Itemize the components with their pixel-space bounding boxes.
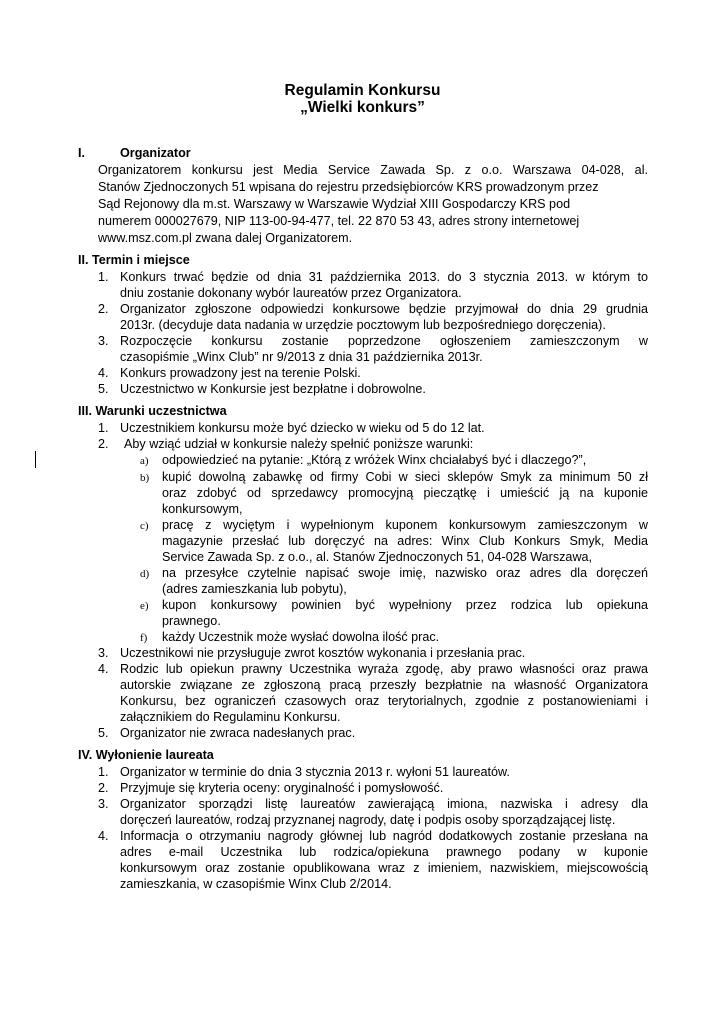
sub-item-text: (adres zamieszkania lub pobytu), — [162, 582, 347, 596]
list-item-text: Rodzic lub opiekun prawny Uczestnika wyraża zgodę, aby prawo własności oraz prawa — [120, 662, 648, 676]
list-item-number: 5. — [98, 382, 109, 396]
sub-item-letter: d) — [140, 568, 150, 580]
list-item-text: Organizator nie zwraca nadesłanych prac. — [120, 726, 356, 740]
list-item-text: czasopiśmie „Winx Club” nr 9/2013 z dnia 31 października 2013r. — [120, 350, 483, 364]
sub-item-letter: a) — [140, 455, 149, 467]
list-item-text: Informacja o otrzymaniu nagrody głównej lub nagród dodatkowych zostanie przesłana na — [120, 829, 648, 843]
list-item-number: 4. — [98, 366, 109, 380]
sub-item-text: Service Zawada Sp. z o.o., al. Stanów Zjednoczonych 51, 04-028 Warszawa, — [162, 550, 593, 564]
list-item-text: Aby wziąć udział w konkursie należy spełnić poniższe warunki: — [124, 437, 474, 451]
sub-item-letter: e) — [140, 600, 149, 612]
sub-item-letter: c) — [140, 520, 149, 532]
document-title: Regulamin Konkursu — [284, 82, 441, 99]
section-1-number: I. — [78, 146, 85, 160]
section-1-text-line: www.msz.com.pl zwana dalej Organizatorem. — [98, 231, 353, 245]
section-3-heading: III. Warunki uczestnictwa — [78, 404, 227, 418]
list-item-number: 2. — [98, 437, 109, 451]
list-item-number: 4. — [98, 662, 109, 676]
sub-item-text: każdy Uczestnik może wysłać dowolna ilość prac. — [162, 630, 440, 644]
list-item-text: doręczeń laureatów, rodzaj przyznanej nagrody, datę i podpis osoby sporządzającej listę. — [120, 813, 616, 827]
list-item-number: 3. — [98, 797, 109, 811]
list-item-text: adres e-mail Uczestnika lub rodzica/opiekuna prawnego podany w kuponie — [120, 845, 648, 859]
list-item-number: 1. — [98, 765, 109, 779]
list-item-text: Organizator zgłoszone odpowiedzi konkursowe będzie przyjmował do dnia 29 grudnia — [120, 302, 648, 316]
list-item-number: 5. — [98, 726, 109, 740]
list-item-text: Organizator w terminie do dnia 3 stycznia 2013 r. wyłoni 51 laureatów. — [120, 765, 510, 779]
list-item-text: Przyjmuje się kryteria oceny: oryginalność i pomysłowość. — [120, 781, 444, 795]
list-item-number: 1. — [98, 270, 109, 284]
sub-item-text: oraz zdobyć od sprzedawcy promocyjną pieczątkę i umieścić ją na kuponie — [162, 486, 648, 500]
list-item-text: autorskie związane ze zgłoszoną pracą przeszły bezpłatnie na własność Organizatora — [120, 678, 648, 692]
section-2-heading: II. Termin i miejsce — [78, 253, 190, 267]
list-item-text: Konkursu, bez ograniczeń czasowych oraz terytorialnych, zgodnie z postanowieniami i — [120, 694, 648, 708]
list-item-text: dniu zostanie dokonany wybór laureatów przez Organizatora. — [120, 286, 462, 300]
sub-item-text: konkursowym, — [162, 502, 243, 516]
section-4-heading: IV. Wyłonienie laureata — [78, 748, 214, 762]
section-1-text-line: numerem 000027679, NIP 113-00-94-477, tel. 22 870 53 43, adres strony internetowej — [98, 214, 580, 228]
list-item-number: 3. — [98, 646, 109, 660]
list-item-number: 3. — [98, 334, 109, 348]
list-item-text: Rozpoczęcie konkursu zostanie poprzedzone ogłoszeniem zamieszczonym w — [120, 334, 648, 348]
sub-item-text: odpowiedzieć na pytanie: „Którą z wróżek Winx chciałabyś być i dlaczego?”, — [162, 453, 587, 467]
text-cursor — [35, 451, 36, 468]
sub-item-text: pracę z wyciętym i wypełnionym kuponem konkursowym zamieszczonym w — [162, 518, 648, 532]
list-item-text: Konkurs prowadzony jest na terenie Polski. — [120, 366, 361, 380]
list-item-text: Konkurs trwać będzie od dnia 31 października 2013. do 3 stycznia 2013. w którym to — [120, 270, 648, 284]
list-item-text: załącznikiem do Regulaminu Konkursu. — [120, 710, 341, 724]
sub-item-letter: b) — [140, 472, 150, 484]
list-item-number: 2. — [98, 781, 109, 795]
section-1-text-line: Stanów Zjednoczonych 51 wpisana do rejestru przedsiębiorców KRS prowadzonym przez — [98, 180, 599, 194]
list-item-number: 2. — [98, 302, 109, 316]
sub-item-text: na przesyłce czytelnie napisać swoje imię, nazwisko oraz adres dla doręczeń — [162, 566, 648, 580]
sub-item-text: prawnego. — [162, 614, 221, 628]
list-item-number: 4. — [98, 829, 109, 843]
list-item-text: Organizator sporządzi listę laureatów zawierającą imiona, nazwiska i adresy dla — [120, 797, 648, 811]
sub-item-text: kupon konkursowy powinien być wypełniony przez rodzica lub opiekuna — [162, 598, 648, 612]
document-subtitle: „Wielki konkurs” — [300, 99, 425, 116]
list-item-text: zamieszkania, w czasopiśmie Winx Club 2/2014. — [120, 877, 392, 891]
list-item-text: 2013r. (decyduje data nadania w urzędzie pocztowym lub bezpośredniego doręczenia). — [120, 318, 606, 332]
section-1-text-line: Organizatorem konkursu jest Media Service Zawada Sp. z o.o. Warszawa 04-028, al. — [98, 163, 648, 177]
list-item-number: 1. — [98, 421, 109, 435]
list-item-text: Uczestnikiem konkursu może być dziecko w wieku od 5 do 12 lat. — [120, 421, 485, 435]
list-item-text: Uczestnikowi nie przysługuje zwrot kosztów wykonania i przesłania prac. — [120, 646, 526, 660]
list-item-text: konkursowym oraz zostanie opublikowana wraz z imieniem, nazwiskiem, miejscowością — [120, 861, 648, 875]
section-1-text-line: Sąd Rejonowy dla m.st. Warszawy w Warszawie Wydział XIII Gospodarczy KRS pod — [98, 197, 571, 211]
sub-item-text: kupić dowolną zabawkę od firmy Cobi w sieci sklepów Smyk za minimum 50 zł — [162, 470, 648, 484]
sub-item-letter: f) — [140, 632, 148, 644]
section-1-heading: Organizator — [120, 146, 191, 160]
sub-item-text: magazynie przesłać lub doręczyć na adres: Winx Club Konkurs Smyk, Media — [162, 534, 648, 548]
list-item-text: Uczestnictwo w Konkursie jest bezpłatne i dobrowolne. — [120, 382, 426, 396]
